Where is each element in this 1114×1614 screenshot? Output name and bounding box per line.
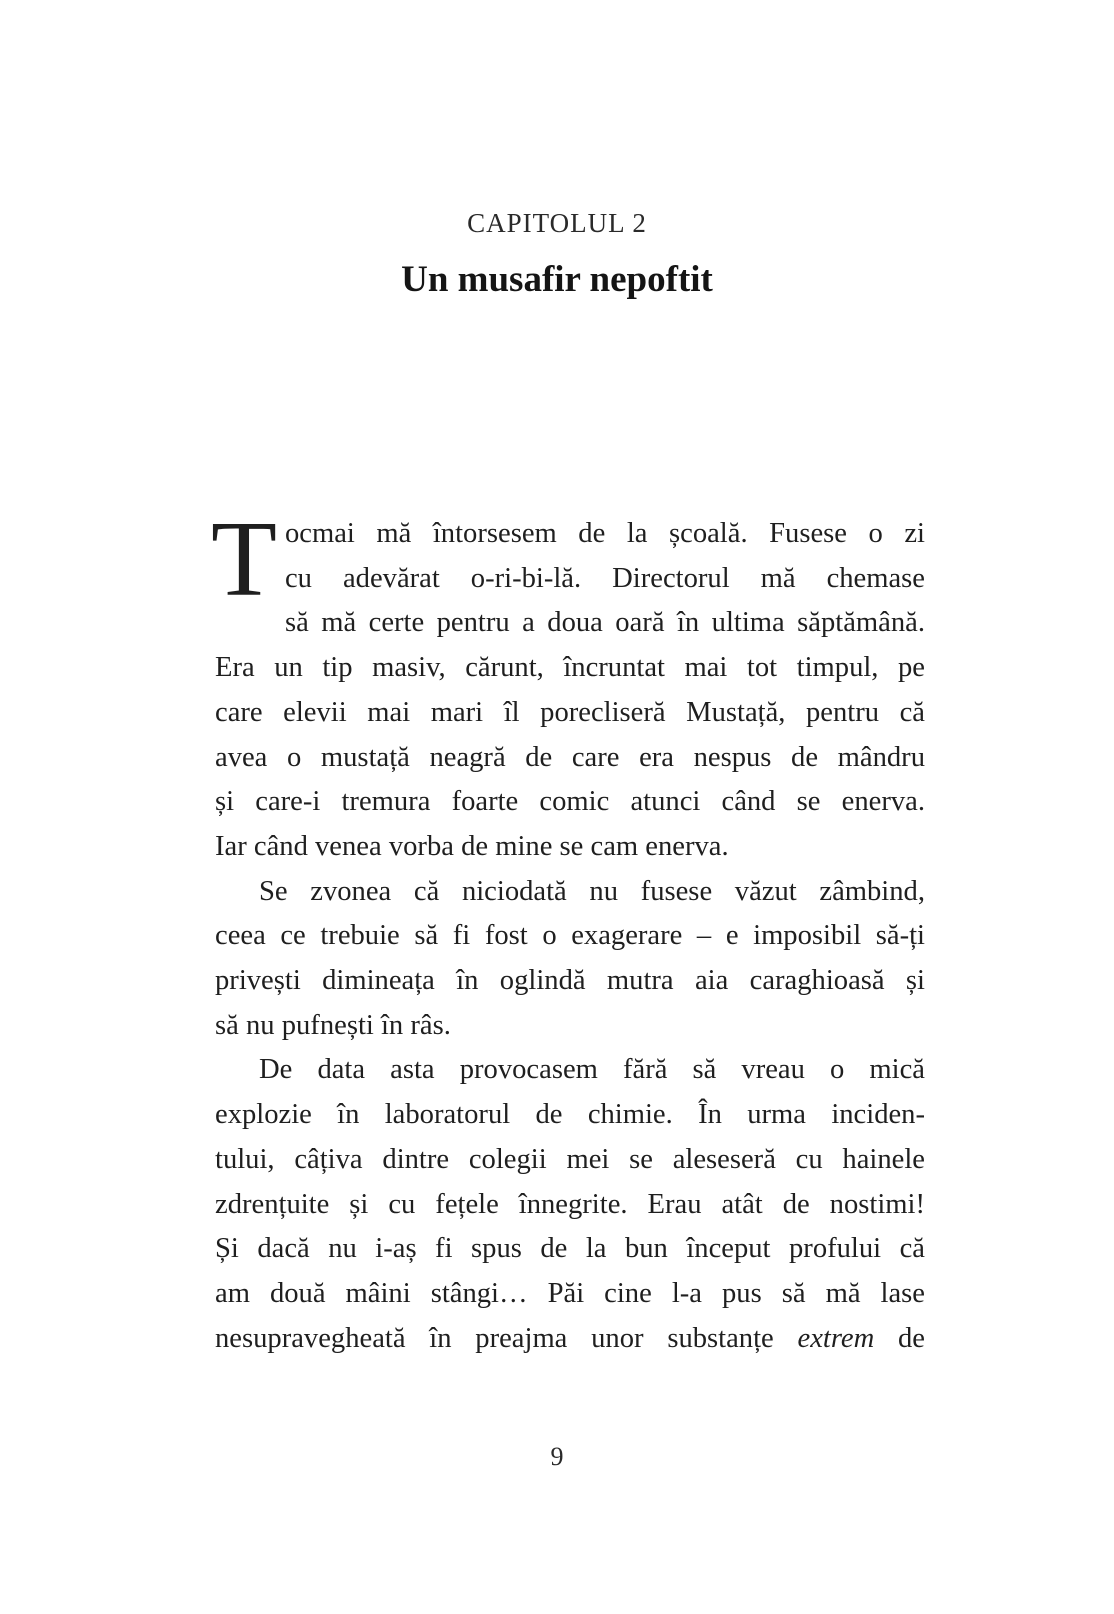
paragraph-2 bbox=[215, 870, 925, 1049]
page-number: 9 bbox=[550, 1442, 564, 1471]
body-text bbox=[211, 500, 925, 1361]
text-line: ocmai mă întorsesem de la școală. Fusese o zi bbox=[284, 518, 925, 549]
text-line: să nu pufnești în râs. bbox=[215, 1009, 451, 1041]
emphasis-word: extrem bbox=[797, 1322, 875, 1354]
text-line: am două mâini stângi… Păi cine l-a pus să mă lase bbox=[215, 1277, 925, 1309]
text-line: privești dimineața în oglindă mutra aia caraghioasă și bbox=[215, 965, 925, 997]
text-line: Se zvonea că niciodată nu fusese văzut zâmbind, bbox=[259, 875, 925, 907]
paragraph-3 bbox=[215, 1048, 925, 1361]
drop-cap: T bbox=[211, 500, 277, 619]
text-line: avea o mustață neagră de care era nespus de mândru bbox=[215, 741, 925, 773]
text-fragment: de bbox=[874, 1322, 925, 1354]
text-line: ceea ce trebuie să fi fost o exagerare – e imposibil să-ți bbox=[215, 920, 925, 952]
text-line: Era un tip masiv, cărunt, încruntat mai tot timpul, pe bbox=[215, 652, 925, 684]
chapter-label: CAPITOLUL 2 bbox=[467, 208, 647, 238]
text-line: De data asta provocasem fără să vreau o mică bbox=[259, 1054, 925, 1086]
text-line: să mă certe pentru a doua oară în ultima săptămână. bbox=[284, 607, 925, 639]
paragraph-1 bbox=[211, 500, 925, 870]
text-fragment: nesupravegheată în preajma unor substanțe bbox=[215, 1322, 798, 1354]
text-line-final bbox=[215, 1317, 925, 1362]
text-line: care elevii mai mari îl porecliseră Mustață, pentru că bbox=[215, 696, 925, 728]
text-line: cu adevărat o-ri-bi-lă. Directorul mă chemase bbox=[284, 562, 925, 594]
text-line: și care-i tremura foarte comic atunci când se enerva. bbox=[215, 786, 925, 818]
chapter-title: Un musafir nepoftit bbox=[401, 259, 713, 300]
text-line: explozie în laboratorul de chimie. În urma inciden- bbox=[215, 1099, 925, 1131]
text-line: Și dacă nu i-aș fi spus de la bun început profului că bbox=[215, 1233, 925, 1265]
text-line: Iar când venea vorba de mine se cam enerva. bbox=[215, 830, 729, 862]
text-line: tului, câțiva dintre colegii mei se aleseseră cu hainele bbox=[215, 1143, 925, 1175]
text-line: zdrențuite și cu fețele înnegrite. Erau atât de nostimi! bbox=[215, 1188, 925, 1220]
